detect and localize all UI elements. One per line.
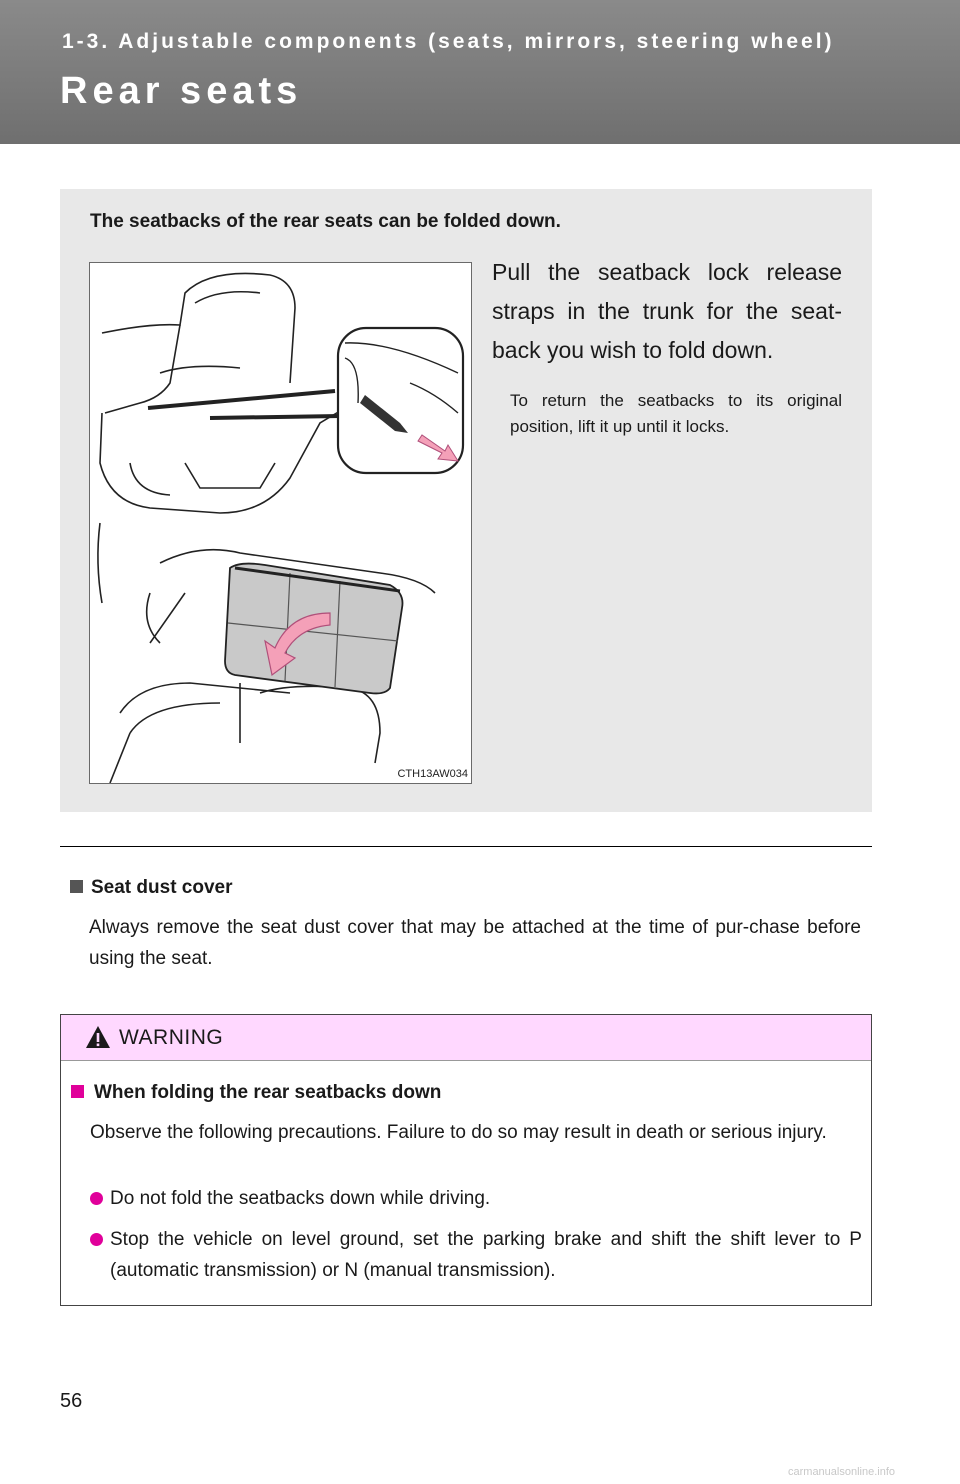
warning-box [60,1014,872,1306]
warning-heading-text: When folding the rear seatbacks down [94,1082,442,1103]
warning-body: Observe the following precautions. Failure to do so may result in death or serious injury. [90,1122,827,1143]
warning-bullet-text: Do not fold the seatbacks down while driving. [110,1188,491,1209]
warning-bullet-text: Stop the vehicle on level ground, set the parking brake and shift the shift lever to P (automatic transmission) or N (manual transmission). [110,1229,862,1281]
warning-heading [71,1082,441,1104]
warning-bullet [90,1224,862,1286]
intro-box [60,189,872,812]
step-note: To return the seatbacks to its original position, lift it up until it locks. [510,391,842,436]
info-body: Always remove the seat dust cover that may be attached at the time of pur-chase before using the seat. [89,917,861,969]
warning-label: WARNING [119,1026,224,1049]
circle-bullet-icon [90,1192,103,1205]
square-bullet-icon [71,1085,84,1098]
circle-bullet-icon [90,1233,103,1246]
info-heading [70,877,233,899]
figure-code: CTH13AW034 [397,768,468,780]
warning-header [61,1015,871,1061]
section-title: 1-3. Adjustable components (seats, mirrors, steering wheel) [62,30,835,53]
page-number: 56 [60,1390,83,1412]
page-header [0,0,960,144]
page-title: Rear seats [60,70,303,112]
warning-bullet [90,1183,862,1214]
warning-triangle-icon [85,1025,111,1049]
step-text: Pull the seatback lock release straps in the trunk for the seat-back you wish to fold down. [492,259,842,363]
seat-fold-illustration [89,262,472,784]
watermark: carmanualsonline.info [788,1466,896,1478]
car-trunk-and-seat-drawing [90,263,471,783]
square-bullet-icon [70,880,83,893]
section-divider [60,846,872,847]
info-heading-text: Seat dust cover [91,877,233,898]
intro-heading: The seatbacks of the rear seats can be folded down. [90,211,561,232]
